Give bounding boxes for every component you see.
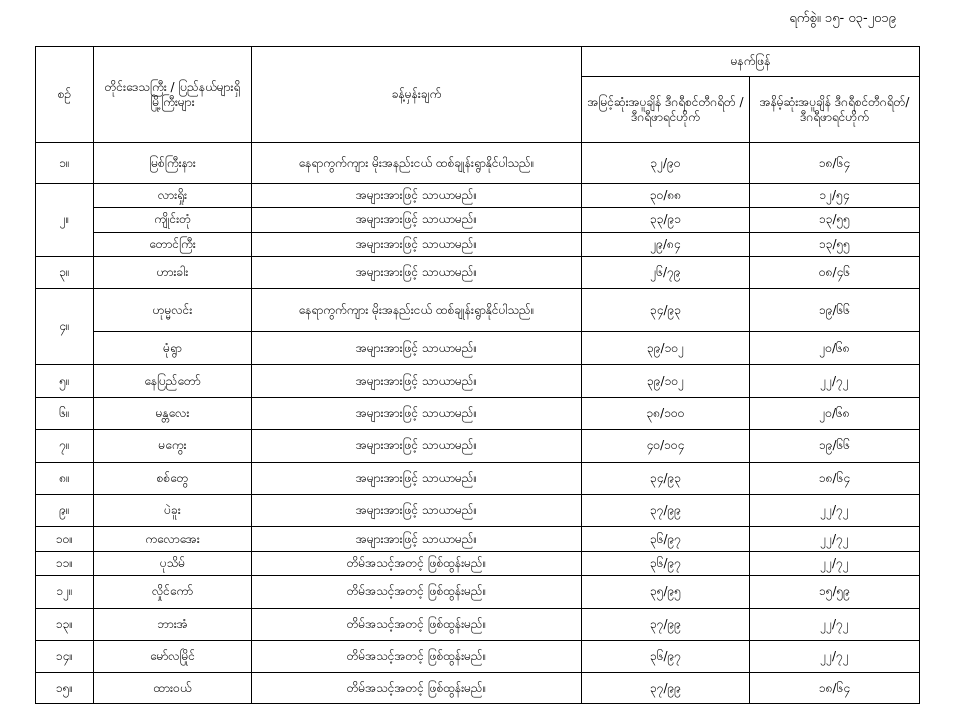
city-name: ဟုမ္မလင်း [94, 289, 252, 332]
max-temperature: ၃၄/၉၃ [582, 462, 750, 494]
row-number: ၄။ [36, 289, 94, 365]
table-row [36, 232, 920, 256]
min-temperature: ၂၂/၇၂ [750, 608, 920, 640]
max-temperature: ၃၆/၉၇ [582, 527, 750, 551]
city-name: မုံရွာ [94, 331, 252, 364]
min-temperature: ၂၀/၆၈ [750, 331, 920, 364]
table-row [36, 289, 920, 332]
max-temperature: ၃၇/၉၉ [582, 608, 750, 640]
row-number: ၁၃။ [36, 608, 94, 640]
max-temperature: ၂၆/၇၉ [582, 256, 750, 288]
min-temperature: ၁၈/၆၄ [750, 143, 920, 184]
forecast-text: အများအားဖြင့် သာယာမည်။ [252, 462, 582, 494]
min-temperature: ၁၅/၅၉ [750, 576, 920, 608]
city-name: လှိုင်ကော် [94, 576, 252, 608]
forecast-text: တိမ်အသင့်အတင့် ဖြစ်ထွန်းမည်။ [252, 641, 582, 673]
min-temperature: ၁၃/၅၅ [750, 208, 920, 232]
table-row [36, 397, 920, 429]
city-name: မြစ်ကြီးနား [94, 143, 252, 184]
max-temperature: ၃၀/၈၈ [582, 183, 750, 207]
max-temperature: ၃၅/၉၅ [582, 576, 750, 608]
city-name: ထားဝယ် [94, 673, 252, 704]
row-number: ၁၀။ [36, 527, 94, 551]
row-number: ၈။ [36, 462, 94, 494]
forecast-text: အများအားဖြင့် သာယာမည်။ [252, 183, 582, 207]
forecast-text: အများအားဖြင့် သာယာမည်။ [252, 208, 582, 232]
city-name: မော်လမြိုင် [94, 641, 252, 673]
city-name: ကျိုင်းတုံ [94, 208, 252, 232]
table-row [36, 365, 920, 397]
city-name: ပဲခူး [94, 495, 252, 527]
max-temperature: ၃၇/၉၉ [582, 673, 750, 704]
min-temperature: ၂၂/၇၂ [750, 641, 920, 673]
max-temperature: ၃၆/၉၇ [582, 641, 750, 673]
forecast-text: အများအားဖြင့် သာယာမည်။ [252, 256, 582, 288]
header-max-temperature: အမြင့်ဆုံးအပူချိန် ဒီဂရီစင်တီဂရိတ် / ဒီဂရီဖာရင်ဟိုက် [582, 77, 750, 143]
forecast-text: အများအားဖြင့် သာယာမည်။ [252, 331, 582, 364]
min-temperature: ၂၂/၇၂ [750, 495, 920, 527]
row-number: ၆။ [36, 397, 94, 429]
city-name: မန္တလေး [94, 397, 252, 429]
header-forecast: ခန့်မှန်းချက် [252, 47, 582, 143]
table-row [36, 256, 920, 288]
row-number: ၁၂။ [36, 576, 94, 608]
header-tomorrow: မနက်ဖြန် [582, 47, 920, 77]
min-temperature: ၁၉/၆၆ [750, 430, 920, 462]
max-temperature: ၃၉/၁၀၂ [582, 331, 750, 364]
forecast-text: အများအားဖြင့် သာယာမည်။ [252, 365, 582, 397]
table-row [36, 608, 920, 640]
row-number: ၃။ [36, 256, 94, 288]
max-temperature: ၃၈/၁၀၀ [582, 397, 750, 429]
forecast-text: အများအားဖြင့် သာယာမည်။ [252, 495, 582, 527]
report-date: ရက်စွဲ။ ၁၅- ၀၃-၂၀၁၉ [789, 11, 896, 26]
forecast-text: နေရာကွက်ကျား မိုးအနည်းငယ် ထစ်ချုန်းရွာနိုင်ပါသည်။ [252, 143, 582, 184]
city-name: လားရှိုး [94, 183, 252, 207]
min-temperature: ၀၈/၄၆ [750, 256, 920, 288]
table-row [36, 641, 920, 673]
weather-forecast-table [35, 46, 920, 704]
city-name: စစ်တွေ [94, 462, 252, 494]
forecast-text: အများအားဖြင့် သာယာမည်။ [252, 232, 582, 256]
row-number: ၇။ [36, 430, 94, 462]
max-temperature: ၃၃/၉၁ [582, 208, 750, 232]
max-temperature: ၄၀/၁၀၄ [582, 430, 750, 462]
table-row [36, 495, 920, 527]
max-temperature: ၂၉/၈၄ [582, 232, 750, 256]
max-temperature: ၃၇/၉၉ [582, 495, 750, 527]
table-row [36, 331, 920, 364]
max-temperature: ၃၆/၉၇ [582, 551, 750, 575]
row-number: ၅။ [36, 365, 94, 397]
min-temperature: ၁၈/၆၄ [750, 673, 920, 704]
forecast-text: တိမ်အသင့်အတင့် ဖြစ်ထွန်းမည်။ [252, 608, 582, 640]
row-number: ၁။ [36, 143, 94, 184]
table-row [36, 673, 920, 704]
forecast-text: အများအားဖြင့် သာယာမည်။ [252, 527, 582, 551]
table-row [36, 527, 920, 551]
min-temperature: ၂၂/၇၂ [750, 527, 920, 551]
min-temperature: ၂၂/၇၂ [750, 365, 920, 397]
forecast-text: တိမ်အသင့်အတင့် ဖြစ်ထွန်းမည်။ [252, 551, 582, 575]
header-min-temperature: အနိမ့်ဆုံးအပူချိန် ဒီဂရီစင်တီဂရိတ်/ ဒီဂရီဖာရင်ဟိုက် [750, 77, 920, 143]
max-temperature: ၃၄/၉၃ [582, 289, 750, 332]
min-temperature: ၂၀/၆၈ [750, 397, 920, 429]
table-row [36, 551, 920, 575]
max-temperature: ၃၉/၁၀၂ [582, 365, 750, 397]
forecast-text: တိမ်အသင့်အတင့် ဖြစ်ထွန်းမည်။ [252, 576, 582, 608]
table-row [36, 183, 920, 207]
row-number: ၉။ [36, 495, 94, 527]
city-name: ပုသိမ် [94, 551, 252, 575]
row-number: ၁၄။ [36, 641, 94, 673]
min-temperature: ၁၂/၅၄ [750, 183, 920, 207]
table-row [36, 208, 920, 232]
city-name: ဟားခါး [94, 256, 252, 288]
forecast-text: အများအားဖြင့် သာယာမည်။ [252, 430, 582, 462]
table-row [36, 576, 920, 608]
forecast-text: နေရာကွက်ကျား မိုးအနည်းငယ် ထစ်ချုန်းရွာနိုင်ပါသည်။ [252, 289, 582, 332]
header-region: တိုင်းဒေသကြီး / ပြည်နယ်များရှိ မြို့ကြီးများ [94, 47, 252, 143]
table-row [36, 143, 920, 184]
min-temperature: ၁၉/၆၆ [750, 289, 920, 332]
row-number: ၁၅။ [36, 673, 94, 704]
city-name: တောင်ကြီး [94, 232, 252, 256]
min-temperature: ၁၃/၅၅ [750, 232, 920, 256]
row-number: ၂။ [36, 183, 94, 256]
city-name: နေပြည်တော် [94, 365, 252, 397]
table-row [36, 430, 920, 462]
min-temperature: ၂၂/၇၂ [750, 551, 920, 575]
city-name: ဘားအံ [94, 608, 252, 640]
max-temperature: ၃၂/၉၀ [582, 143, 750, 184]
table-row [36, 462, 920, 494]
row-number: ၁၁။ [36, 551, 94, 575]
header-serial-number: စဉ် [36, 47, 94, 143]
min-temperature: ၁၈/၆၄ [750, 462, 920, 494]
forecast-text: တိမ်အသင့်အတင့် ဖြစ်ထွန်းမည်။ [252, 673, 582, 704]
city-name: မကွေး [94, 430, 252, 462]
forecast-text: အများအားဖြင့် သာယာမည်။ [252, 397, 582, 429]
city-name: ကလောအေး [94, 527, 252, 551]
